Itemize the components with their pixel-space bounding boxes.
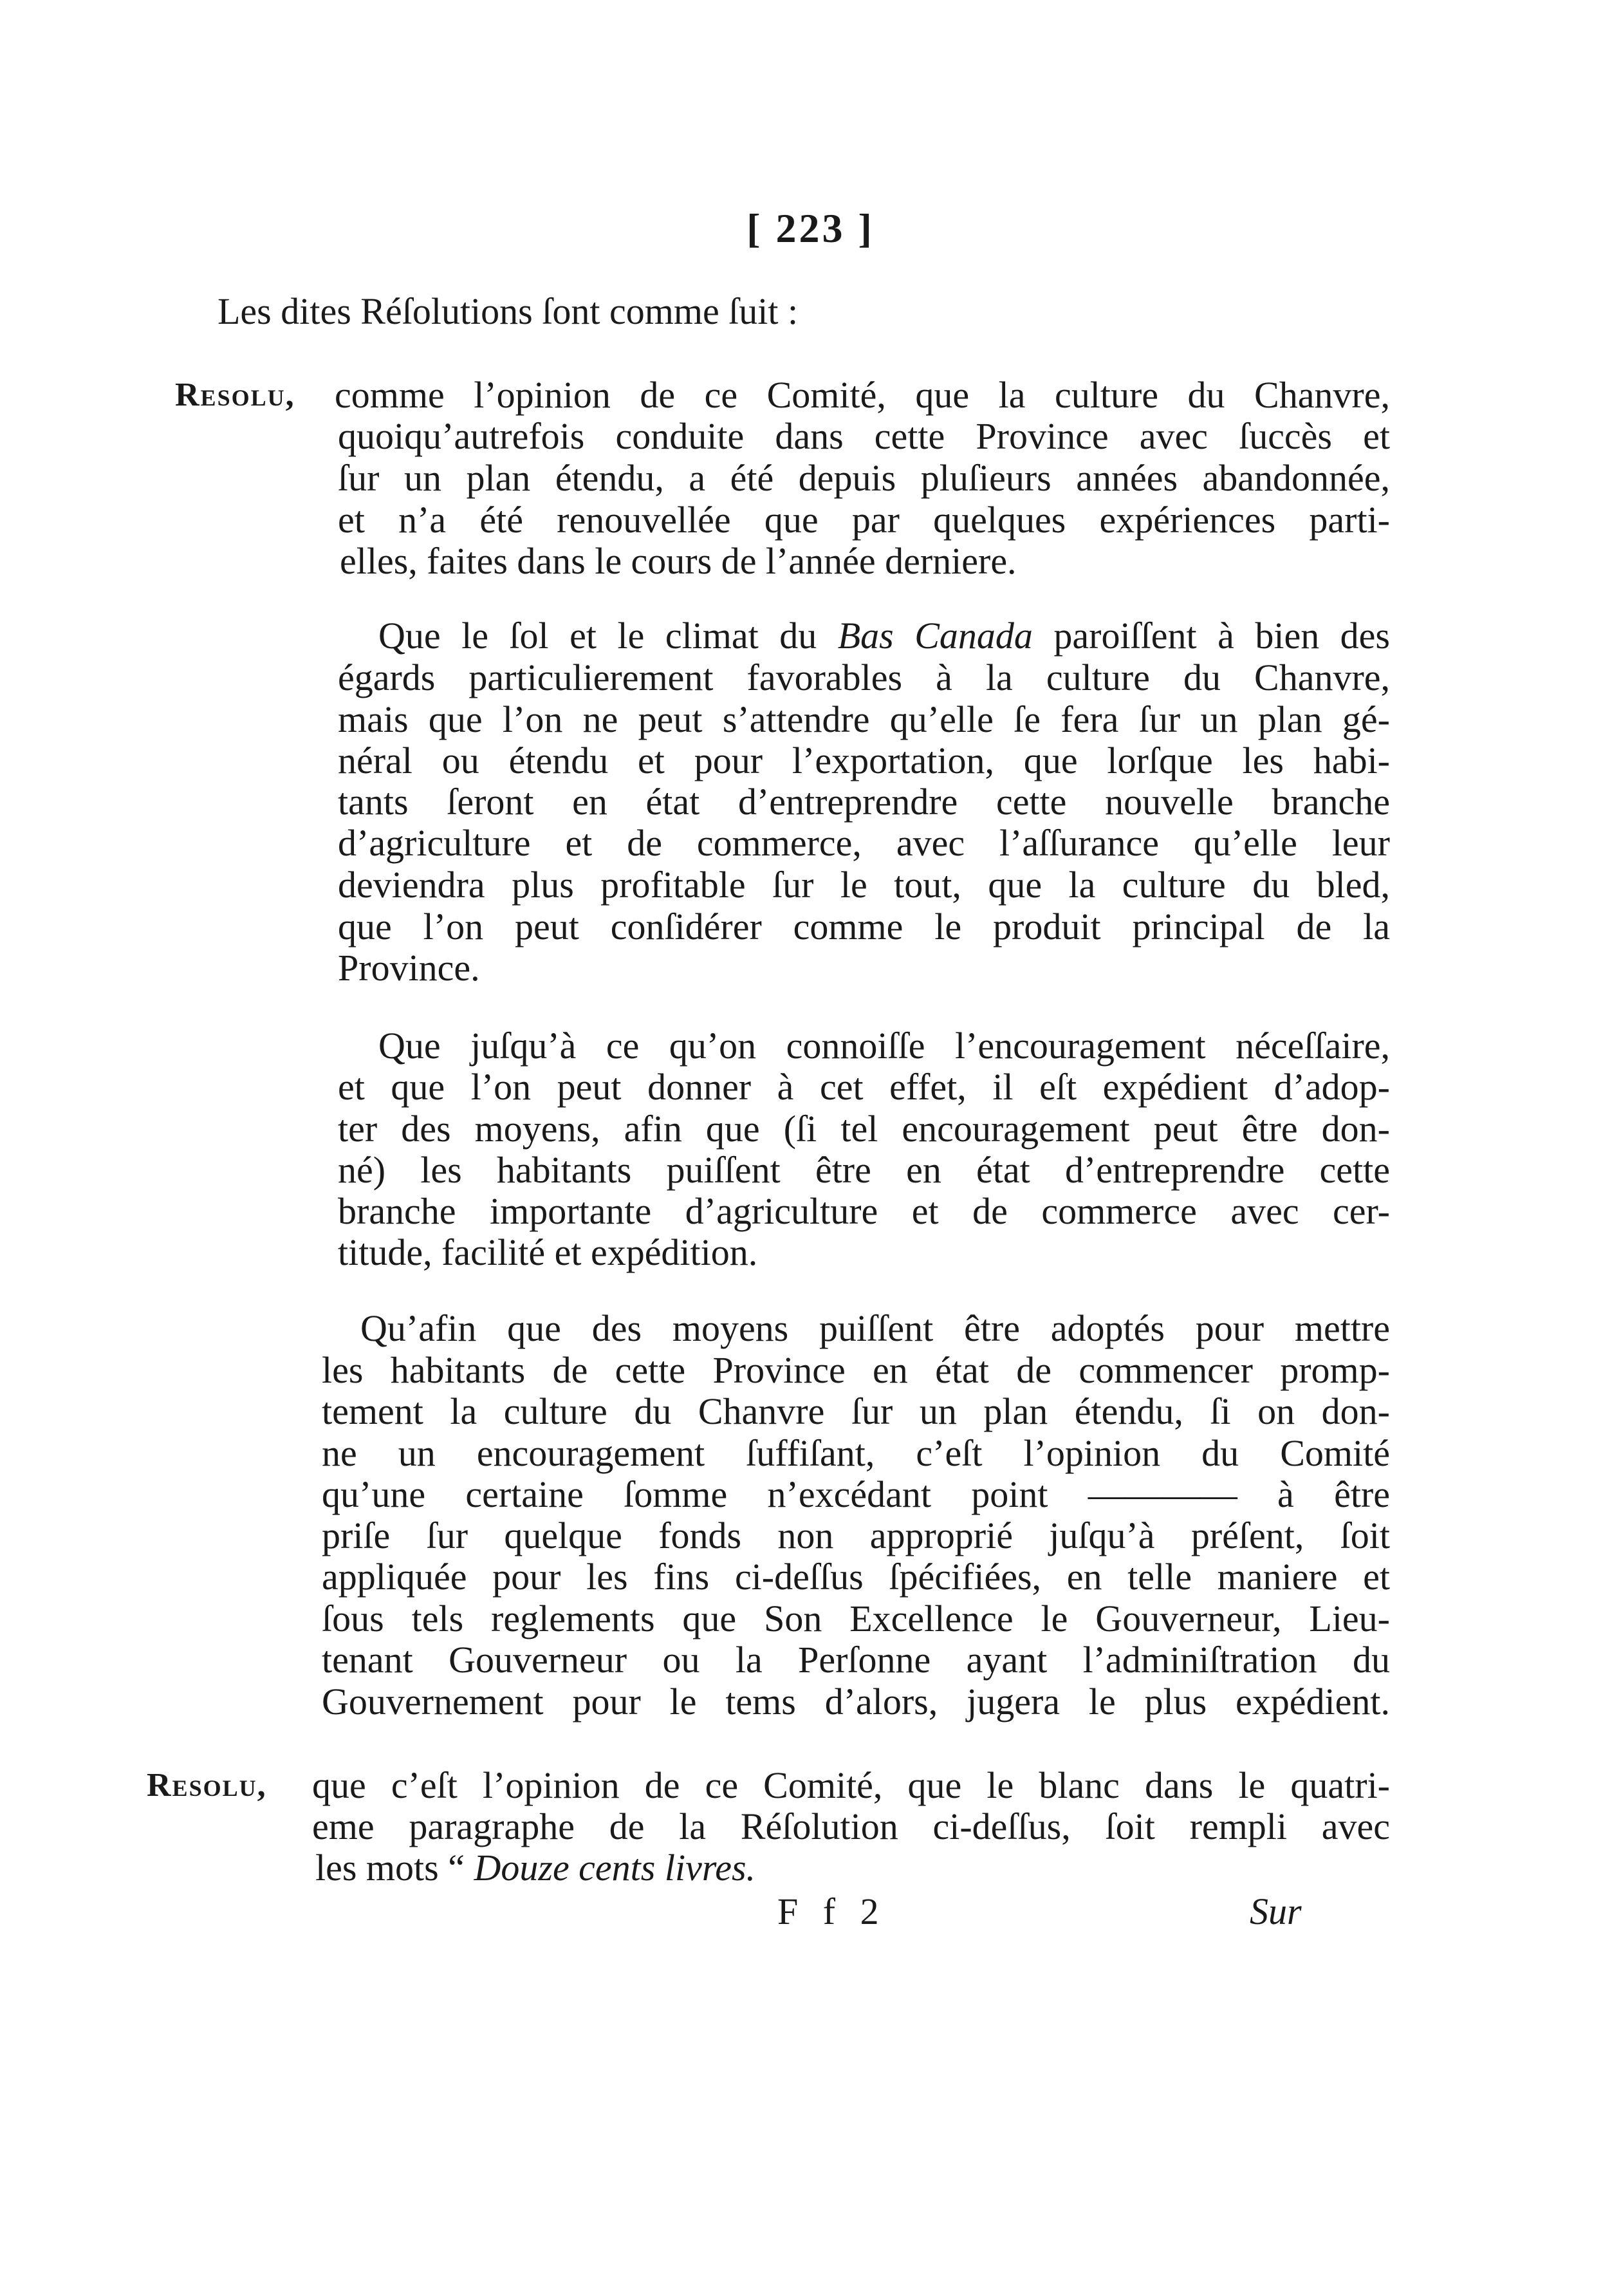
paragraph-2-line: tants ſeront en état d’entreprendre cette nouvelle branche	[338, 781, 1390, 823]
paragraph-2-line	[378, 615, 1390, 657]
resolution-1-line: et n’a été renouvellée que par quelques expériences parti-	[338, 499, 1390, 541]
intro-line: Les dites Réſolutions ſont comme ſuit :	[218, 290, 799, 332]
paragraph-4-line: Qu’afin que des moyens puiſſent être adoptés pour mettre	[360, 1307, 1390, 1349]
paragraph-4-line: appliquée pour les fins ci-deſſus ſpécifiées, en telle maniere et	[322, 1556, 1390, 1598]
paragraph-4-line: les habitants de cette Province en état de commencer promp-	[322, 1349, 1390, 1391]
resolution-1-line: comme l’opinion de ce Comité, que la culture du Chanvre,	[335, 374, 1390, 416]
paragraph-2-line: néral ou étendu et pour l’exportation, que lorſque les habi-	[338, 740, 1390, 781]
paragraph-2-line: que l’on peut conſidérer comme le produit principal de la	[338, 906, 1390, 947]
paragraph-4-line: Gouvernement pour le tems d’alors, jugera le plus expédient.	[322, 1681, 1390, 1722]
paragraph-3-line: branche importante d’agriculture et de commerce avec cer-	[338, 1190, 1390, 1232]
paragraph-4-line: priſe ſur quelque fonds non approprié juſqu’à préſent, ſoit	[322, 1515, 1390, 1556]
paragraph-2-line: Province.	[338, 947, 480, 989]
resolution-1-line: elles, faites dans le cours de l’année derniere.	[340, 540, 1017, 582]
resolution-2-line: que c’eſt l’opinion de ce Comité, que le blanc dans le quatri-	[312, 1764, 1390, 1806]
paragraph-2-text: paroiſſent à bien des	[1032, 615, 1390, 657]
paragraph-4-line: tenant Gouverneur ou la Perſonne ayant l’adminiſtration du	[322, 1639, 1390, 1681]
paragraph-2-line: égards particulierement favorables à la culture du Chanvre,	[338, 657, 1390, 698]
resolution-2-line	[315, 1847, 755, 1889]
place-name-italic: Bas Canada	[837, 615, 1033, 657]
page-number: [ 223 ]	[746, 205, 875, 251]
paragraph-2-text: Que le ſol et le climat du	[378, 615, 838, 657]
paragraph-4-line: ſous tels reglements que Son Excellence le Gouverneur, Lieu-	[322, 1598, 1390, 1639]
signature-mark: F f 2	[777, 1890, 887, 1932]
paragraph-4-line: ne un encouragement ſuffiſant, c’eſt l’opinion du Comité	[322, 1432, 1390, 1474]
resolution-1-line: quoiqu’autrefois conduite dans cette Province avec ſuccès et	[338, 415, 1390, 457]
paragraph-3-line: né) les habitants puiſſent être en état d’entreprendre cette	[338, 1149, 1390, 1191]
paragraph-3-line: ter des moyens, afin que (ſi tel encouragement peut être don-	[338, 1108, 1390, 1150]
paragraph-4-line: tement la culture du Chanvre ſur un plan étendu, ſi on don-	[322, 1390, 1390, 1432]
resolution-1-line: ſur un plan étendu, a été depuis pluſieurs années abandonnée,	[338, 457, 1390, 499]
resolu-label: Resolu,	[175, 377, 295, 413]
resolution-2-line: eme paragraphe de la Réſolution ci-deſſus, ſoit rempli avec	[312, 1806, 1390, 1847]
resolution-2-text: les mots “	[315, 1847, 474, 1889]
amount-italic: Douze cents livres.	[474, 1847, 756, 1889]
catchword: Sur	[1250, 1890, 1302, 1932]
paragraph-2-line: d’agriculture et de commerce, avec l’aſſurance qu’elle leur	[338, 822, 1390, 864]
paragraph-3-line: et que l’on peut donner à cet effet, il eſt expédient d’adop-	[338, 1066, 1390, 1108]
paragraph-3-line: titude, facilité et expédition.	[338, 1231, 758, 1273]
resolu-label: Resolu,	[147, 1767, 267, 1804]
paragraph-4-line: qu’une certaine ſomme n’excédant point ———— à être	[322, 1473, 1390, 1515]
paragraph-2-line: mais que l’on ne peut s’attendre qu’elle ſe fera ſur un plan gé-	[338, 698, 1390, 740]
paragraph-3-line: Que juſqu’à ce qu’on connoiſſe l’encouragement néceſſaire,	[378, 1025, 1390, 1067]
paragraph-2-line: deviendra plus profitable ſur le tout, que la culture du bled,	[338, 864, 1390, 906]
